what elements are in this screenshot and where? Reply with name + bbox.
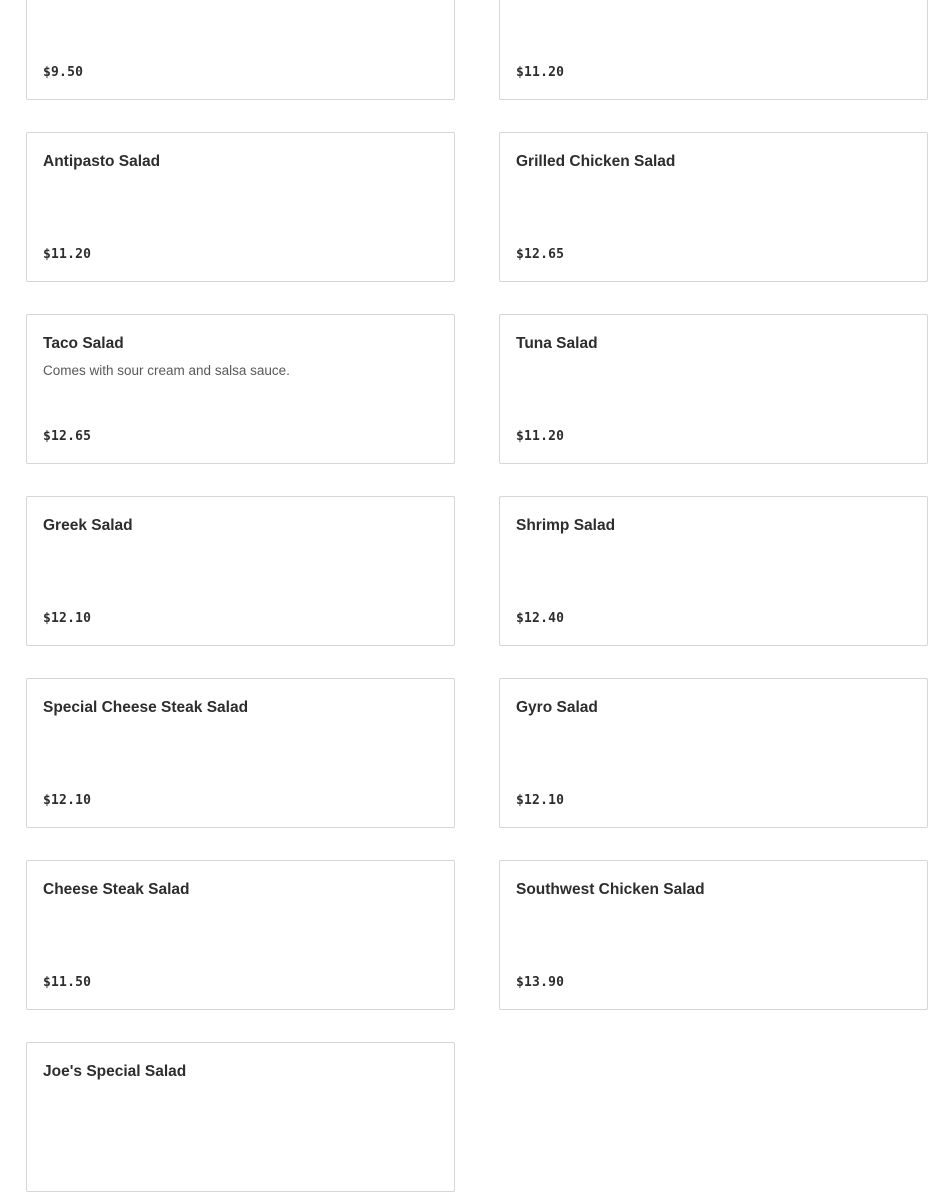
menu-item-name: Greek Salad	[43, 517, 133, 534]
menu-item-price: $12.10	[516, 793, 565, 808]
menu-item-card[interactable]	[499, 678, 928, 828]
menu-item-name: Grilled Chicken Salad	[516, 153, 676, 170]
menu-item-price: $11.20	[516, 65, 565, 80]
menu-item-card[interactable]	[499, 132, 928, 282]
menu-item-name: Joe's Special Salad	[43, 1063, 187, 1080]
menu-item-price: $12.40	[516, 611, 565, 626]
menu-item-name: Southwest Chicken Salad	[516, 881, 705, 898]
menu-item-name: Special Cheese Steak Salad	[43, 699, 249, 716]
menu-item-price: $12.65	[43, 429, 92, 444]
menu-item-card[interactable]	[26, 1042, 455, 1192]
menu-item-card[interactable]	[499, 0, 928, 100]
menu-item-card[interactable]	[26, 678, 455, 828]
menu-item-card[interactable]	[26, 0, 455, 100]
menu-item-card[interactable]	[499, 860, 928, 1010]
menu-item-price: $9.50	[43, 65, 84, 80]
menu-item-card[interactable]	[26, 314, 455, 464]
menu-item-price: $12.10	[43, 793, 92, 808]
menu-item-card[interactable]	[499, 496, 928, 646]
menu-item-name: Antipasto Salad	[43, 153, 161, 170]
menu-item-card[interactable]	[26, 860, 455, 1010]
menu-item-price: $11.20	[43, 247, 92, 262]
menu-item-card[interactable]	[26, 496, 455, 646]
menu-item-name: Shrimp Salad	[516, 517, 616, 534]
menu-item-name: Tuna Salad	[516, 335, 598, 352]
menu-item-name: Gyro Salad	[516, 699, 598, 716]
menu-item-name: Taco Salad	[43, 335, 124, 352]
menu-item-price: $11.50	[43, 975, 92, 990]
menu-item-price: $12.10	[43, 611, 92, 626]
menu-item-price: $13.90	[516, 975, 565, 990]
menu-item-price: $12.65	[516, 247, 565, 262]
menu-item-card[interactable]	[499, 314, 928, 464]
menu-item-price: $11.20	[516, 429, 565, 444]
menu-item-description: Comes with sour cream and salsa sauce.	[43, 363, 290, 378]
menu-item-card[interactable]	[26, 132, 455, 282]
menu-item-name: Cheese Steak Salad	[43, 881, 190, 898]
